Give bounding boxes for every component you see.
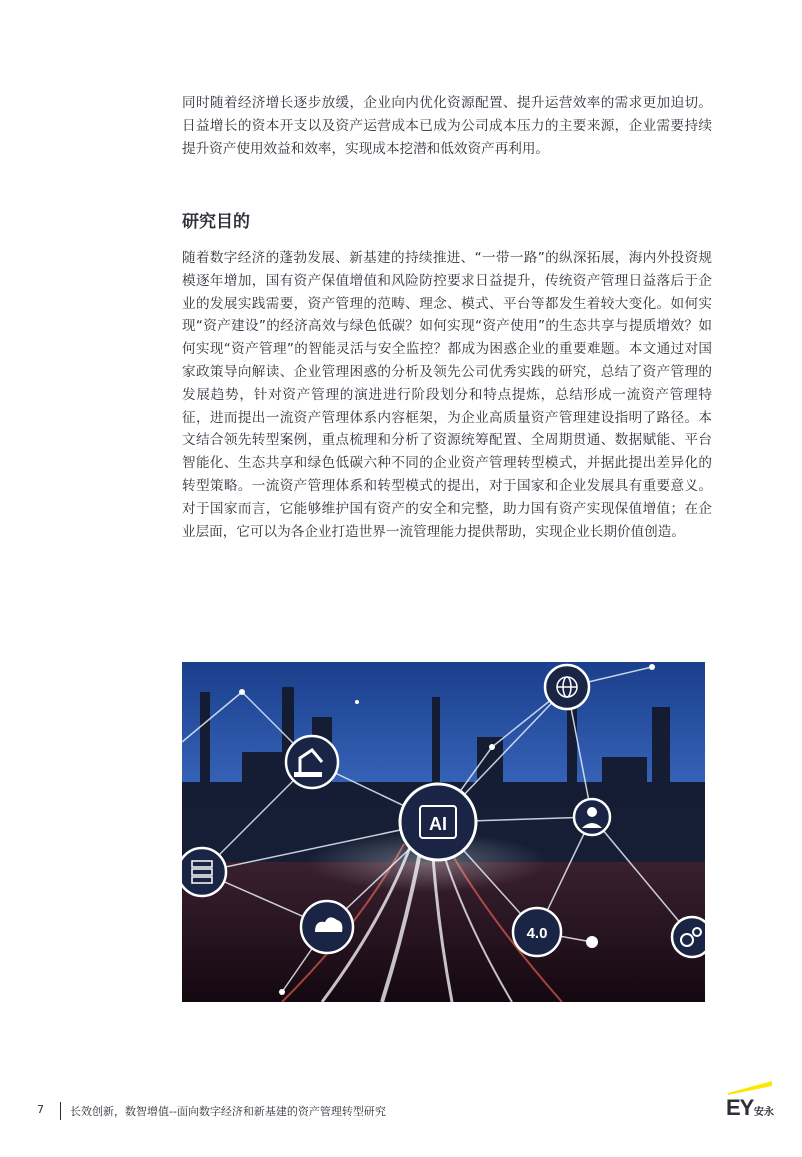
page-number: 7 bbox=[37, 1103, 44, 1116]
hero-image bbox=[182, 662, 705, 1002]
footer-divider bbox=[60, 1102, 61, 1120]
robot-arm-icon bbox=[286, 736, 338, 788]
industry-node-label: 4.0 bbox=[526, 925, 548, 942]
ey-logo bbox=[726, 1077, 780, 1121]
server-icon bbox=[182, 848, 226, 896]
section-heading: 研究目的 bbox=[182, 212, 250, 232]
gears-icon bbox=[672, 917, 705, 957]
intro-paragraph: 同时随着经济增长逐步放缓，企业向内优化资源配置、提升运营效率的需求更加迫切。日益增长的资本开支以及资产运营成本已成为公司成本压力的主要来源，企业需要持续提升资产使用效益和效率，实现成本挖潜和低效资产再利用。 bbox=[182, 95, 712, 157]
section-body-paragraph: 随着数字经济的蓬勃发展、新基建的持续推进、“一带一路”的纵深拓展，海内外投资规模逐年增加，国有资产保值增值和风险防控要求日益提升，传统资产管理日益落后于企业的发展实践需要，资产管理的范畴、理念、模式、平台等都发生着较大变化。如何实现“资产建设”的经济高效与绿色低碳？如何实现“资产使用”的生态共享与提质增效？如何实现“资产管理”的智能灵活与安全监控？都成为困惑企业的重要难题。本文通过对国家政策导向解读、企业管理困惑的分析及领先公司优秀实践的研究，总结了资产管理的发展趋势，针对资产管理的演进进行阶段划分和特点提炼，总结形成一流资产管理特征，进而提出一流资产管理体系内容框架，为企业高质量资产管理建设指明了路径。本文结合领先转型案例，重点梳理和分析了资源统筹配置、全周期贯通、数据赋能、平台智能化、生态共享和绿色低碳六种不同的企业资产管理转型模式，并据此提出差异化的转型策略。一流资产管理体系和转型模式的提出，对于国家和企业发展具有重要意义。对于国家而言，它能够维护国有资产的安全和完整，助力国有资产实现保值增值；在企业层面，它可以为各企业打造世界一流管理能力提供帮助，实现企业长期价值创造。 bbox=[182, 250, 712, 540]
cloud-icon bbox=[301, 901, 353, 953]
worker-icon bbox=[574, 799, 610, 835]
ai-node bbox=[400, 784, 476, 860]
globe-icon bbox=[545, 665, 589, 709]
page-footer bbox=[0, 1095, 802, 1135]
ey-logo-subtext: 安永 bbox=[754, 1107, 774, 1118]
ey-logo-mark: EY bbox=[726, 1095, 754, 1120]
footer-title: 长效创新，数智增值--面向数字经济和新基建的资产管理转型研究 bbox=[70, 1105, 386, 1118]
industry-node bbox=[513, 908, 561, 956]
ai-node-label: AI bbox=[429, 814, 447, 834]
